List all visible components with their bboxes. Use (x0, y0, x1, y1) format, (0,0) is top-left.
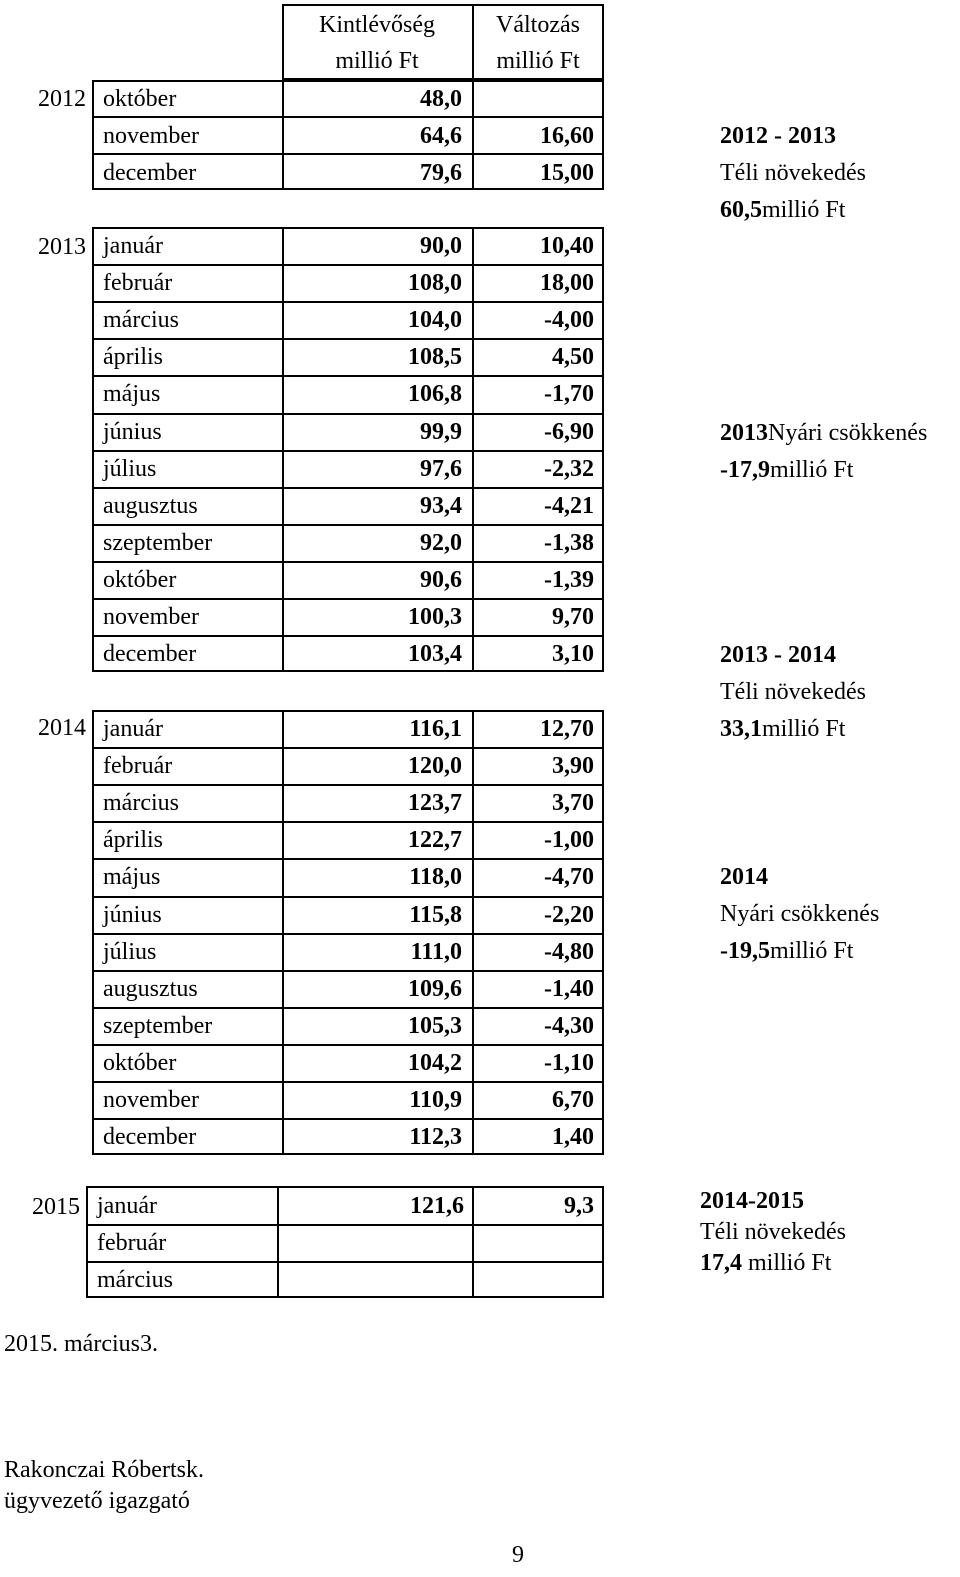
change-cell: -1,40 (544, 975, 594, 1002)
change-cell: 12,70 (540, 716, 594, 742)
row-divider (92, 1007, 604, 1009)
note-label: Nyári csökkenés (768, 420, 928, 446)
change-cell: -1,10 (544, 1049, 594, 1076)
month-cell: november (103, 123, 199, 149)
month-cell: június (103, 418, 162, 445)
row-divider (92, 375, 604, 377)
value-cell: 112,3 (409, 1124, 462, 1151)
note-amount-line-summer-2014 (720, 938, 853, 964)
month-cell: február (97, 1230, 167, 1256)
note-label-summer-2014: Nyári csökkenés (720, 901, 880, 927)
row-divider (92, 598, 604, 600)
month-cell: november (103, 1087, 199, 1113)
value-cell: 106,8 (408, 381, 462, 408)
note-period: 2013 (720, 420, 768, 446)
year-label-2012: 2012 (38, 86, 86, 112)
row-divider (92, 487, 604, 489)
note-unit: millió Ft (762, 716, 846, 742)
row-divider (92, 970, 604, 972)
table-2012-row-divider (92, 153, 604, 155)
value-cell: 105,3 (408, 1012, 462, 1039)
note-amount: -19,5 (720, 938, 770, 964)
note-amount: 17,4 (700, 1250, 742, 1276)
header-col2-line2: millió Ft (496, 48, 580, 74)
year-label-2013: 2013 (38, 234, 86, 260)
row-divider (92, 561, 604, 563)
value-cell: 90,6 (420, 566, 462, 593)
row-divider (92, 413, 604, 415)
value-cell: 104,2 (408, 1049, 462, 1076)
value-cell: 108,5 (408, 344, 462, 371)
change-cell: -4,80 (544, 938, 594, 965)
change-cell: 4,50 (552, 344, 594, 371)
row-divider (92, 858, 604, 860)
note-unit: millió Ft (770, 938, 854, 964)
month-cell: március (103, 790, 179, 817)
value-cell: 109,6 (408, 975, 462, 1002)
value-cell: 104,0 (408, 307, 462, 334)
year-label-2014: 2014 (38, 715, 86, 741)
page-number: 9 (512, 1542, 524, 1568)
row-divider (92, 338, 604, 340)
change-cell: 10,40 (540, 233, 594, 259)
note-amount-line-2013-2014 (720, 716, 845, 742)
value-cell: 111,0 (410, 938, 462, 965)
month-cell: augusztus (103, 975, 198, 1002)
value-cell: 123,7 (408, 790, 462, 817)
change-cell: -4,00 (544, 307, 594, 334)
change-cell: 3,10 (552, 641, 594, 668)
note-period-2014-2015: 2014-2015 (700, 1188, 804, 1214)
value-cell: 118,0 (409, 864, 462, 891)
value-cell: 115,8 (409, 901, 462, 928)
value-cell: 97,6 (420, 455, 462, 482)
note-label-2014-2015: Téli növekedés (700, 1219, 846, 1245)
month-cell: október (103, 86, 177, 112)
note-unit: millió Ft (770, 457, 854, 483)
row-divider (92, 301, 604, 303)
change-cell: 18,00 (540, 270, 594, 297)
value-cell: 79,6 (420, 160, 462, 186)
month-cell: március (97, 1267, 173, 1293)
month-cell: március (103, 307, 179, 334)
note-period-2013-2014: 2013 - 2014 (720, 642, 836, 668)
note-line-summer-2013 (720, 420, 927, 446)
month-cell: október (103, 1049, 177, 1076)
note-label-2013-2014: Téli növekedés (720, 679, 866, 705)
change-cell: 6,70 (552, 1087, 594, 1113)
note-amount-line-2012-2013 (720, 197, 845, 223)
row-divider (92, 1118, 604, 1120)
change-cell: -1,70 (544, 381, 594, 408)
month-cell: április (103, 344, 163, 371)
value-cell: 108,0 (408, 270, 462, 297)
month-cell: május (103, 381, 161, 408)
row-divider (92, 524, 604, 526)
change-cell: 1,40 (552, 1124, 594, 1151)
month-cell: január (97, 1193, 157, 1219)
month-cell: május (103, 864, 161, 891)
value-cell: 48,0 (420, 86, 462, 112)
month-cell: december (103, 1124, 197, 1151)
change-cell: 9,3 (564, 1193, 594, 1219)
row-divider (92, 821, 604, 823)
table-2015-row-divider (86, 1261, 604, 1263)
note-period-2012-2013: 2012 - 2013 (720, 123, 836, 149)
change-cell: -1,00 (544, 827, 594, 854)
header-col2-line1: Változás (496, 12, 580, 38)
row-divider (92, 1081, 604, 1083)
change-cell: 16,60 (540, 123, 594, 149)
note-period-summer-2014: 2014 (720, 864, 768, 890)
note-amount: 60,5 (720, 197, 762, 223)
month-cell: február (103, 753, 173, 780)
note-unit: millió Ft (762, 197, 846, 223)
note-amount-line-summer-2013 (720, 457, 853, 483)
signer-name: Rakonczai Róbertsk. (4, 1457, 204, 1483)
month-cell: december (103, 641, 197, 668)
month-cell: január (103, 716, 163, 742)
month-cell: július (103, 938, 157, 965)
value-cell: 122,7 (408, 827, 462, 854)
value-cell: 100,3 (408, 604, 462, 630)
value-cell: 93,4 (420, 492, 462, 519)
change-cell: -1,38 (544, 529, 594, 556)
change-cell: 15,00 (540, 160, 594, 186)
change-cell: -4,30 (544, 1012, 594, 1039)
change-cell: -6,90 (544, 418, 594, 445)
row-divider (92, 1044, 604, 1046)
month-cell: augusztus (103, 492, 198, 519)
month-cell: április (103, 827, 163, 854)
value-cell: 116,1 (409, 716, 462, 742)
value-cell: 121,6 (410, 1193, 464, 1219)
value-cell: 120,0 (408, 753, 462, 780)
month-cell: február (103, 270, 173, 297)
value-cell: 90,0 (420, 233, 462, 259)
header-col1-line1: Kintlévőség (319, 12, 435, 38)
month-cell: december (103, 160, 197, 186)
row-divider (92, 896, 604, 898)
value-cell: 64,6 (420, 123, 462, 149)
change-cell: -4,21 (544, 492, 594, 519)
document-date: 2015. március3. (4, 1331, 158, 1357)
year-label-2015: 2015 (32, 1194, 80, 1220)
signer-title: ügyvezető igazgató (4, 1488, 190, 1514)
row-divider (92, 784, 604, 786)
change-cell: 3,90 (552, 753, 594, 780)
month-cell: november (103, 604, 199, 630)
note-amount-line-2014-2015 (700, 1250, 831, 1276)
month-cell: szeptember (103, 529, 213, 556)
note-unit: millió Ft (748, 1250, 832, 1276)
value-cell: 92,0 (420, 529, 462, 556)
change-cell: 3,70 (552, 790, 594, 817)
value-cell: 99,9 (420, 418, 462, 445)
row-divider (92, 747, 604, 749)
header-col1-line2: millió Ft (335, 48, 419, 74)
month-cell: október (103, 566, 177, 593)
change-cell: -1,39 (544, 566, 594, 593)
table-2012-row-divider (92, 116, 604, 118)
note-label-2012-2013: Téli növekedés (720, 160, 866, 186)
note-amount: -17,9 (720, 457, 770, 483)
row-divider (92, 635, 604, 637)
change-cell: -4,70 (544, 864, 594, 891)
change-cell: -2,32 (544, 455, 594, 482)
row-divider (92, 933, 604, 935)
table-2015-row-divider (86, 1224, 604, 1226)
value-cell: 103,4 (408, 641, 462, 668)
month-cell: január (103, 233, 163, 259)
note-amount: 33,1 (720, 716, 762, 742)
row-divider (92, 264, 604, 266)
month-cell: július (103, 455, 157, 482)
month-cell: szeptember (103, 1012, 213, 1039)
change-cell: -2,20 (544, 901, 594, 928)
value-cell: 110,9 (409, 1087, 462, 1113)
month-cell: június (103, 901, 162, 928)
change-cell: 9,70 (552, 604, 594, 630)
row-divider (92, 450, 604, 452)
